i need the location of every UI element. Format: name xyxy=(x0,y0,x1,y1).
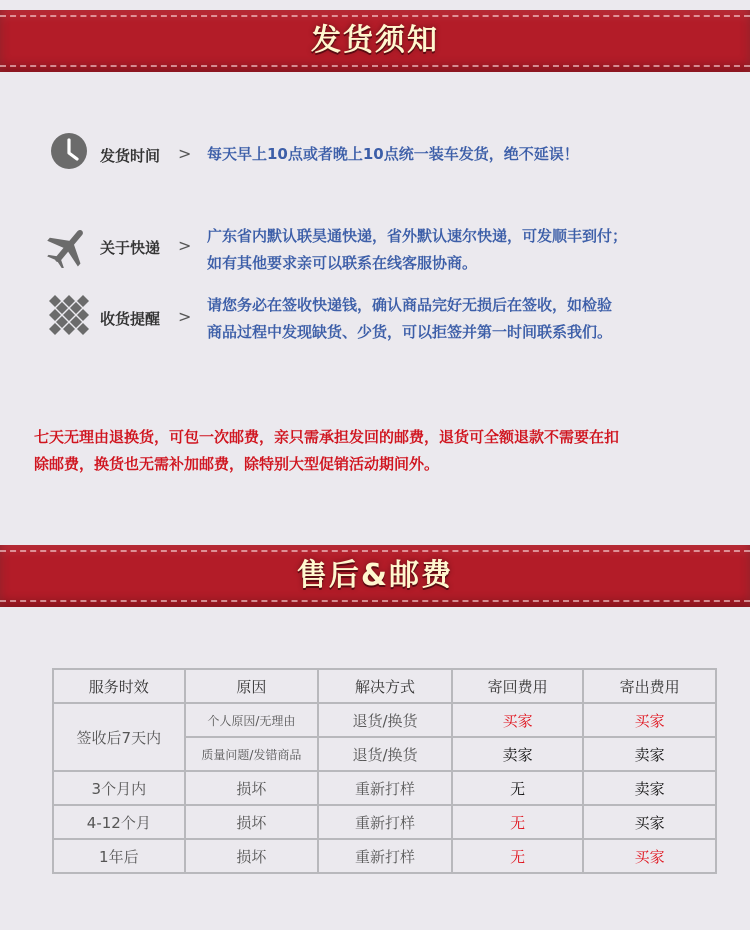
table-header-cell: 服务时效 xyxy=(53,669,185,703)
method-cell: 退货/换货 xyxy=(318,703,452,737)
section-title: 发货须知 xyxy=(311,23,439,58)
section-banner-shipping xyxy=(0,10,750,72)
return-fee-cell: 无 xyxy=(452,771,584,805)
item-text-line: 如有其他要求亲可以联系在线客服协商。 xyxy=(207,254,478,272)
method-cell: 退货/换货 xyxy=(318,737,452,771)
send-fee-cell: 卖家 xyxy=(583,737,716,771)
chevron-right-icon: > xyxy=(178,144,192,163)
send-fee-cell: 买家 xyxy=(583,805,716,839)
section-banner-after-sales xyxy=(0,545,750,607)
item-text xyxy=(207,141,727,168)
return-fee-cell: 无 xyxy=(452,839,584,873)
send-fee-cell: 卖家 xyxy=(583,771,716,805)
table-header-cell: 寄回费用 xyxy=(452,669,584,703)
method-cell: 重新打样 xyxy=(318,805,452,839)
return-fee-cell: 卖家 xyxy=(452,737,584,771)
chevron-right-icon: > xyxy=(178,307,192,326)
item-label: 发货时间 xyxy=(100,147,161,165)
table-header-cell: 解决方式 xyxy=(318,669,452,703)
item-text-line: 每天早上10点或者晚上10点统一装车发货，绝不延误！ xyxy=(207,145,579,163)
period-cell: 4-12个月 xyxy=(53,805,185,839)
table-row xyxy=(53,771,716,805)
period-cell: 3个月内 xyxy=(53,771,185,805)
table-row xyxy=(53,839,716,873)
return-fee-cell: 买家 xyxy=(452,703,584,737)
period-cell: 1年后 xyxy=(53,839,185,873)
diamond-grid-icon xyxy=(48,294,90,336)
after-sales-fee-table xyxy=(52,668,717,874)
reason-cell: 损坏 xyxy=(185,805,319,839)
return-policy-notice xyxy=(34,424,734,478)
send-fee-cell: 买家 xyxy=(583,839,716,873)
item-label: 收货提醒 xyxy=(100,310,161,328)
chevron-right-icon: > xyxy=(178,236,192,255)
item-text-line: 请您务必在签收快递钱，确认商品完好无损后在签收，如检验 xyxy=(207,296,613,314)
section-title: 售后&邮费 xyxy=(296,558,454,593)
reason-cell: 损坏 xyxy=(185,839,319,873)
table-row xyxy=(53,703,716,737)
method-cell: 重新打样 xyxy=(318,839,452,873)
table-row xyxy=(53,805,716,839)
method-cell: 重新打样 xyxy=(318,771,452,805)
table-header-row xyxy=(53,669,716,703)
item-text xyxy=(207,292,727,346)
airplane-icon xyxy=(47,224,91,268)
return-fee-cell: 无 xyxy=(452,805,584,839)
send-fee-cell: 买家 xyxy=(583,703,716,737)
clock-icon xyxy=(50,132,88,170)
table-header-cell: 原因 xyxy=(185,669,319,703)
reason-cell: 个人原因/无理由 xyxy=(185,703,319,737)
item-text-line: 商品过程中发现缺货、少货，可以拒签并第一时间联系我们。 xyxy=(207,323,613,341)
item-label: 关于快递 xyxy=(100,239,161,257)
table-header-cell: 寄出费用 xyxy=(583,669,716,703)
item-text xyxy=(207,223,727,277)
period-cell: 签收后7天内 xyxy=(53,703,185,771)
notice-line: 除邮费，换货也无需补加邮费，除特别大型促销活动期间外。 xyxy=(34,455,440,473)
item-text-line: 广东省内默认联昊通快递，省外默认速尔快递，可发顺丰到付； xyxy=(207,227,628,245)
reason-cell: 损坏 xyxy=(185,771,319,805)
reason-cell: 质量问题/发错商品 xyxy=(185,737,319,771)
notice-line: 七天无理由退换货，可包一次邮费，亲只需承担发回的邮费，退货可全额退款不需要在扣 xyxy=(34,428,620,446)
